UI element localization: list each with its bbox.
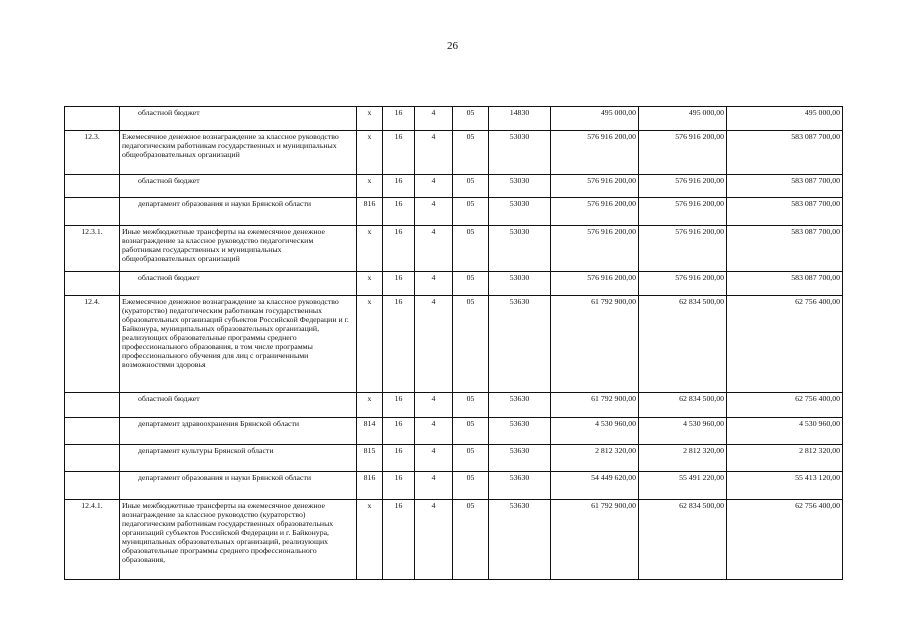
row-pr: 4 [415,418,453,445]
row-amount-3: 495 000,00 [727,107,843,131]
row-rz: 16 [383,107,415,131]
row-name: областной бюджет [120,175,357,198]
row-amount-1: 576 916 200,00 [551,198,639,226]
row-grbs: х [357,175,383,198]
row-grbs: х [357,272,383,296]
row-number [65,175,120,198]
row-rz: 16 [383,131,415,175]
row-amount-2: 576 916 200,00 [639,131,727,175]
row-code: 53030 [489,272,551,296]
row-grbs: х [357,393,383,418]
row-amount-2: 2 812 320,00 [639,445,727,472]
row-gp: 05 [453,131,489,175]
row-amount-3: 583 087 700,00 [727,272,843,296]
row-rz: 16 [383,296,415,393]
table-row [65,418,843,445]
row-amount-3: 2 812 320,00 [727,445,843,472]
table-row [65,131,843,175]
row-pr: 4 [415,445,453,472]
row-amount-2: 62 834 500,00 [639,393,727,418]
row-amount-3: 583 087 700,00 [727,175,843,198]
row-amount-2: 495 000,00 [639,107,727,131]
row-grbs: 814 [357,418,383,445]
row-rz: 16 [383,472,415,500]
row-gp: 05 [453,472,489,500]
row-code: 53630 [489,393,551,418]
row-rz: 16 [383,500,415,580]
row-number: 12.3. [65,131,120,175]
row-amount-2: 576 916 200,00 [639,175,727,198]
row-number: 12.4.1. [65,500,120,580]
row-name: Иные межбюджетные трансферты на ежемесячное денежное вознаграждение за классное руководство педагогическим работникам государственных и муниципальных общеобразовательных организаций [120,226,357,272]
row-number [65,472,120,500]
row-gp: 05 [453,445,489,472]
table-row [65,226,843,272]
table-row [65,296,843,393]
row-code: 14830 [489,107,551,131]
row-number [65,418,120,445]
table-row [65,175,843,198]
row-name: областной бюджет [120,272,357,296]
row-gp: 05 [453,272,489,296]
row-name: областной бюджет [120,393,357,418]
row-amount-3: 62 756 400,00 [727,500,843,580]
table-row [65,272,843,296]
table-row [65,500,843,580]
row-amount-1: 576 916 200,00 [551,226,639,272]
row-grbs: 815 [357,445,383,472]
row-name: Иные межбюджетные трансферты на ежемесячное денежное вознаграждение за классное руководство (кураторство) педагогическим работникам государственных образовательных организаций субъектов Российской Федерации и г. Байконура, муниципальных образовательных организаций, реализующих образовательные программы среднего профессионального образования, [120,500,357,580]
row-grbs: х [357,107,383,131]
row-code: 53630 [489,418,551,445]
row-grbs: х [357,226,383,272]
row-pr: 4 [415,393,453,418]
row-amount-3: 62 756 400,00 [727,393,843,418]
row-pr: 4 [415,131,453,175]
row-number [65,393,120,418]
row-amount-1: 2 812 320,00 [551,445,639,472]
table-row [65,445,843,472]
row-pr: 4 [415,198,453,226]
row-code: 53630 [489,445,551,472]
row-number [65,272,120,296]
page-number: 26 [447,40,458,52]
row-grbs: х [357,500,383,580]
row-rz: 16 [383,198,415,226]
row-grbs: 816 [357,198,383,226]
row-name: Ежемесячное денежное вознаграждение за классное руководство педагогическим работникам государственных и муниципальных общеобразовательных организаций [120,131,357,175]
row-amount-3: 583 087 700,00 [727,226,843,272]
row-name: областной бюджет [120,107,357,131]
row-amount-2: 4 530 960,00 [639,418,727,445]
row-rz: 16 [383,226,415,272]
row-pr: 4 [415,296,453,393]
row-code: 53030 [489,198,551,226]
row-number [65,107,120,131]
row-gp: 05 [453,296,489,393]
row-rz: 16 [383,418,415,445]
row-number [65,198,120,226]
row-amount-2: 576 916 200,00 [639,198,727,226]
row-grbs: 816 [357,472,383,500]
row-rz: 16 [383,445,415,472]
row-amount-2: 62 834 500,00 [639,500,727,580]
row-number: 12.3.1. [65,226,120,272]
row-name: департамент здравоохранения Брянской области [120,418,357,445]
row-amount-1: 576 916 200,00 [551,175,639,198]
row-amount-3: 4 530 960,00 [727,418,843,445]
row-pr: 4 [415,272,453,296]
table-row [65,107,843,131]
row-amount-2: 576 916 200,00 [639,226,727,272]
row-code: 53030 [489,175,551,198]
row-amount-1: 4 530 960,00 [551,418,639,445]
row-pr: 4 [415,472,453,500]
row-gp: 05 [453,198,489,226]
row-gp: 05 [453,175,489,198]
row-rz: 16 [383,393,415,418]
row-number: 12.4. [65,296,120,393]
table-row [65,198,843,226]
row-pr: 4 [415,107,453,131]
row-name: департамент образования и науки Брянской области [120,198,357,226]
row-rz: 16 [383,175,415,198]
row-amount-1: 576 916 200,00 [551,131,639,175]
row-pr: 4 [415,226,453,272]
row-amount-1: 61 792 900,00 [551,393,639,418]
row-grbs: х [357,296,383,393]
budget-table [64,106,843,580]
row-code: 53630 [489,296,551,393]
row-gp: 05 [453,226,489,272]
table-row [65,472,843,500]
table-row [65,393,843,418]
row-name: департамент образования и науки Брянской области [120,472,357,500]
row-number [65,445,120,472]
row-amount-3: 62 756 400,00 [727,296,843,393]
row-amount-1: 61 792 900,00 [551,500,639,580]
row-amount-1: 54 449 620,00 [551,472,639,500]
row-pr: 4 [415,500,453,580]
row-amount-2: 55 491 220,00 [639,472,727,500]
row-code: 53630 [489,472,551,500]
row-grbs: х [357,131,383,175]
row-amount-1: 576 916 200,00 [551,272,639,296]
row-amount-1: 495 000,00 [551,107,639,131]
row-amount-3: 583 087 700,00 [727,131,843,175]
row-gp: 05 [453,418,489,445]
row-amount-3: 583 087 700,00 [727,198,843,226]
row-amount-1: 61 792 900,00 [551,296,639,393]
row-gp: 05 [453,393,489,418]
row-name: департамент культуры Брянской области [120,445,357,472]
row-code: 53030 [489,226,551,272]
row-code: 53030 [489,131,551,175]
row-code: 53630 [489,500,551,580]
row-amount-3: 55 413 120,00 [727,472,843,500]
row-gp: 05 [453,107,489,131]
row-rz: 16 [383,272,415,296]
row-name: Ежемесячное денежное вознаграждение за классное руководство (кураторство) педагогическим работникам государственных образовательных организаций субъектов Российской Федерации и г. Байконура, муниципальных образовательных организаций, реализующих образовательные программы среднего профессионального образования, в том числе программы профессионального обучения для лиц с ограниченными возможностями здоровья [120,296,357,393]
row-pr: 4 [415,175,453,198]
row-gp: 05 [453,500,489,580]
row-amount-2: 62 834 500,00 [639,296,727,393]
row-amount-2: 576 916 200,00 [639,272,727,296]
